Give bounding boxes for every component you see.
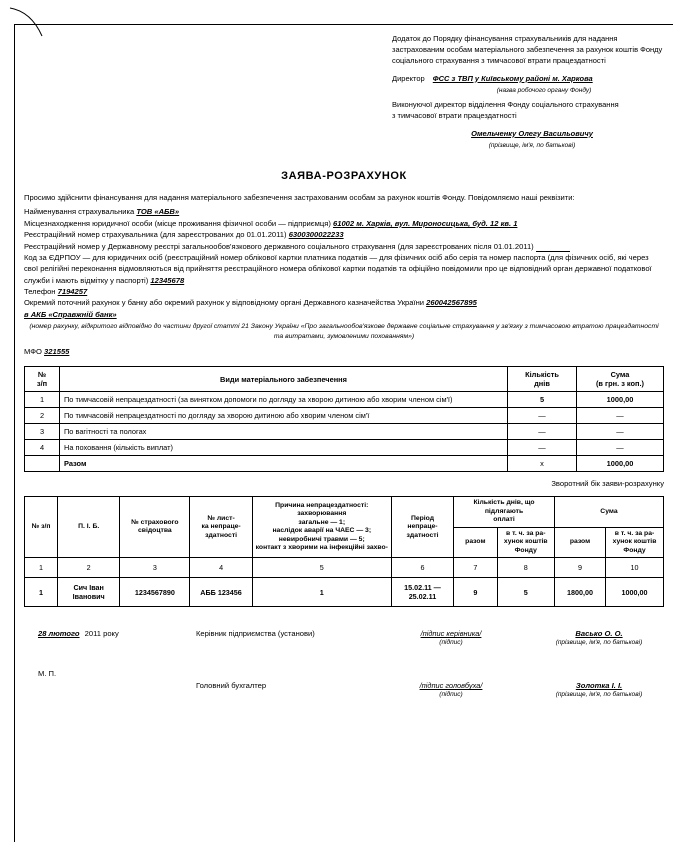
th-sum-l1: Сума [610, 370, 630, 380]
table-row [25, 408, 664, 424]
field-account-value: 260042567895 [426, 298, 477, 308]
signature-sub-2: (підпис) [439, 691, 463, 699]
role-accountant: Головний бухгалтер [196, 681, 267, 691]
th2-period: Період непраце- здатності [391, 497, 453, 558]
acting-line-2: з тимчасової втрати працездатності [392, 110, 517, 120]
th2-days-group: Кількість днів, що підлягають оплаті [454, 497, 555, 527]
th-num [25, 367, 60, 392]
cell2-days-total: 9 [454, 578, 498, 607]
cell-kind: По вагітності та пологах [60, 424, 508, 440]
page-title: ЗАЯВА-РОЗРАХУНОК [281, 169, 407, 182]
colnum-9: 9 [554, 558, 605, 578]
field-address-value: 61002 м. Харків, вул. Мироносицька, буд. 12 кв. 1 [333, 218, 518, 228]
field-reg-state-label: Реєстраційний номер у Державному реєстрі загальнообов'язкового державного соціального страхування (для зареєстрованих після 01.01.2011) [24, 241, 534, 251]
cell2-cert: 1234567890 [120, 578, 190, 607]
field-name-label: Найменування страхувальника [24, 207, 135, 217]
manager-name-sub: (прізвище, ім'я, по батькові) [555, 639, 643, 647]
field-bank [24, 309, 664, 320]
field-name [24, 206, 664, 217]
th2-days-fund: в т. ч. за ра- хунок коштів Фонду [497, 527, 554, 557]
th-kind: Види матеріального забезпечення [60, 367, 508, 392]
field-reg-state [24, 241, 664, 252]
cell-kind: По тимчасовій непрацездатності (за винятком допомоги по догляду за хворою дитиною або хворим членом сім'ї) [60, 392, 508, 408]
director-value: ФСС з ТВП у Київському районі м. Харкова [432, 73, 593, 83]
cell-days: 5 [508, 392, 577, 408]
th-sum-l2: (в грн. з коп.) [595, 379, 645, 389]
field-address-label: Місцезнаходження юридичної особи (місце проживання фізичної особи — підприємця) [24, 218, 331, 228]
th2-sum-total: разом [554, 527, 605, 557]
colnum-10: 10 [606, 558, 664, 578]
signature-accountant: /підпис головбуха/ [419, 681, 483, 691]
manager-name: Васько О. О. [575, 629, 623, 639]
field-phone-value: 7194257 [57, 287, 88, 297]
director-row [392, 74, 672, 85]
accountant-name: Золотка І. І. [575, 681, 623, 691]
annex-line-3: соціального страхування з тимчасової втрати працездатності [392, 55, 606, 65]
th-num-l2: з/п [36, 379, 48, 389]
table-total-row [25, 456, 664, 472]
cell-num: 1 [25, 392, 60, 408]
table-row [25, 424, 664, 440]
field-edrpou [24, 252, 664, 286]
field-bank-value: в АКБ «Справжній банк» [24, 309, 117, 319]
signature-row-2 [24, 663, 664, 697]
field-address [24, 218, 664, 229]
th2-pib: П. І. Б. [58, 497, 120, 558]
account-note: (номер рахунку, відкритого відповідно до частини другої статті 21 Закону України «Про загальнообов'язкове державне соціальне страхування у зв'язку з тимчасовою втратою працездатності та витратами, зумовленими похованням») [29, 323, 659, 341]
colnum-7: 7 [454, 558, 498, 578]
cell2-sum-fund: 1000,00 [606, 578, 664, 607]
signature-sub-1: (підпис) [439, 639, 463, 647]
cell-sum: 1000,00 [577, 392, 664, 408]
cell-num: 4 [25, 440, 60, 456]
colnum-6: 6 [391, 558, 453, 578]
sick-leave-table [24, 496, 664, 607]
cell2-sheet: АББ 123456 [190, 578, 252, 607]
field-mfo-value: 321555 [44, 346, 70, 356]
cell-sum: — [577, 424, 664, 440]
th-sum [577, 367, 664, 392]
th2-sum-group: Сума [554, 497, 663, 527]
field-edrpou-text: Код за ЄДРПОУ — для юридичних осіб (реєстраційний номер облікової картки платника податків — для фізичних осіб або серія та номер паспорта (для фізичних осіб, які через свої релігійні переконання відмовляються від прийняття реєстраційного номера облікової картки податків та офіційно повідомили про це відповідний орган державної податкової служби і мають відмітку у паспорті) [24, 252, 652, 285]
cell-total-sum: 1000,00 [577, 456, 664, 472]
role-manager: Керівник підприємства (установи) [196, 629, 315, 639]
director-sub: (назва робочого органу Фонду) [496, 86, 592, 94]
date-year: 2011 року [84, 629, 119, 639]
signature-area [24, 629, 664, 709]
document-content [24, 34, 664, 709]
cell2-days-fund: 5 [497, 578, 554, 607]
cell-num: 3 [25, 424, 60, 440]
cell-days: — [508, 424, 577, 440]
person-sub: (прізвище, ім'я, по батькові) [488, 141, 576, 149]
cell-sum: — [577, 408, 664, 424]
th-num-l1: № [37, 370, 47, 380]
th2-days-total: разом [454, 527, 498, 557]
sick-leave-colnum-row [25, 558, 664, 578]
colnum-4: 4 [190, 558, 252, 578]
acting-line-1: Виконуючої директор відділення Фонду соціального страхування [392, 99, 619, 109]
reverse-side-note: Зворотний бік заяви-розрахунку [551, 479, 664, 489]
field-account [24, 297, 664, 308]
cell-empty [25, 456, 60, 472]
cell-kind: По тимчасовій непрацездатності по догляду за хворою дитиною або хворим членом сім'ї [60, 408, 508, 424]
annex-line-1: Додаток до Порядку фінансування страхувальників для надання [392, 34, 618, 43]
cell2-num: 1 [25, 578, 58, 607]
field-reg-state-blank [536, 243, 570, 252]
colnum-2: 2 [58, 558, 120, 578]
date-value: 28 лютого [38, 629, 80, 639]
person-value: Омельченку Олегу Васильовичу [471, 128, 593, 138]
table-row [25, 392, 664, 408]
benefits-table [24, 366, 664, 472]
annex-header [392, 34, 672, 150]
colnum-3: 3 [120, 558, 190, 578]
field-phone-label: Телефон [24, 287, 56, 297]
signature-row-1 [24, 629, 664, 663]
signature-manager: /підпис керівника/ [420, 629, 482, 639]
field-reg [24, 229, 664, 240]
field-phone [24, 286, 664, 297]
benefits-table-header-row [25, 367, 664, 392]
cell-total-label: Разом [60, 456, 508, 472]
mp-label: М. П. [38, 669, 57, 679]
field-edrpou-value: 12345678 [150, 275, 185, 285]
cell-num: 2 [25, 408, 60, 424]
th2-sheet: № лист- ка непраце- здатності [190, 497, 252, 558]
sick-leave-header-row-1 [25, 497, 664, 527]
th2-cert: № страхового свідоцтва [120, 497, 190, 558]
colnum-8: 8 [497, 558, 554, 578]
field-mfo-label: МФО [24, 346, 42, 356]
th2-num: № з/п [25, 497, 58, 558]
field-name-value: ТОВ «АБВ» [136, 207, 180, 217]
director-label: Директор [392, 73, 425, 83]
th-days-l2: днів [534, 379, 550, 389]
field-reg-value: 6300300022233 [288, 230, 344, 240]
colnum-5: 5 [252, 558, 391, 578]
field-mfo [24, 346, 664, 357]
cell-total-days: х [508, 456, 577, 472]
cell-days: — [508, 440, 577, 456]
th2-reason: Причина непрацездатності: захворювання загальне — 1; наслідок аварії на ЧАЕС — 3; невиробничі травми — 5; контакт з хворими на інфекційні захво- [252, 497, 391, 558]
cell2-period: 15.02.11 — 25.02.11 [391, 578, 453, 607]
table-row [25, 440, 664, 456]
field-reg-label: Реєстраційний номер страхувальника (для зареєстрованих до 01.01.2011) [24, 230, 287, 240]
cell-kind: На поховання (кількість виплат) [60, 440, 508, 456]
cell2-reason: 1 [252, 578, 391, 607]
accountant-name-sub: (прізвище, ім'я, по батькові) [555, 691, 643, 699]
annex-line-2: застрахованим особам матеріального забезпечення за рахунок коштів Фонду [392, 44, 663, 54]
cell-sum: — [577, 440, 664, 456]
cell2-pib: Сич Іван Іванович [58, 578, 120, 607]
th-days [508, 367, 577, 392]
table-row [25, 578, 664, 607]
intro-paragraph: Просимо здійснити фінансування для надання матеріального забезпечення застрахованим особам за рахунок коштів Фонду. Повідомляємо наші реквізити: [24, 192, 575, 202]
field-account-label: Окремий поточний рахунок у банку або окремий рахунок у відповідному органі Державного казначейства України [24, 298, 425, 308]
th-days-l1: Кількість [525, 370, 559, 380]
cell-days: — [508, 408, 577, 424]
colnum-1: 1 [25, 558, 58, 578]
th2-sum-fund: в т. ч. за ра- хунок коштів Фонду [606, 527, 664, 557]
cell2-sum-total: 1800,00 [554, 578, 605, 607]
